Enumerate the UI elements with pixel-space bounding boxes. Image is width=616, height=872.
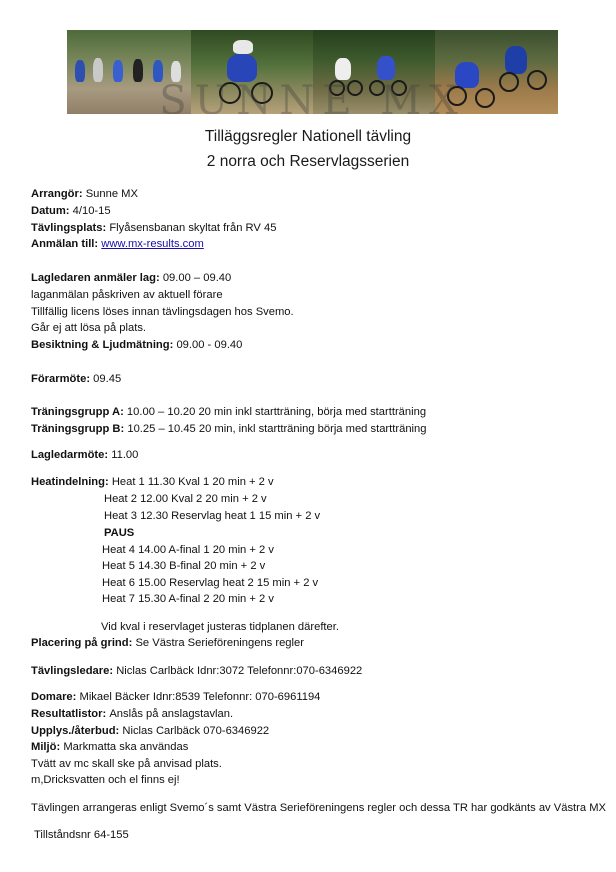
document-title: Tilläggsregler Nationell tävling xyxy=(204,128,412,145)
licens-note: Tillfällig licens löses innan tävlingsdagen hos Svemo. xyxy=(31,306,294,318)
heat-2-line: Heat 2 12.00 Kval 2 20 min + 2 v xyxy=(104,493,267,505)
traningsgrupp-b-line: Träningsgrupp B: 10.25 – 10.45 20 min, inkl startträning börja med startträning xyxy=(31,423,427,435)
mx-results-link[interactable]: www.mx-results.com xyxy=(101,238,204,250)
heatindelning-line: Heatindelning: Heat 1 11.30 Kval 1 20 min + 2 v xyxy=(31,476,274,488)
heat-6-line: Heat 6 15.00 Reservlag heat 2 15 min + 2 v xyxy=(102,577,319,589)
laganmalan-note: laganmälan påskriven av aktuell förare xyxy=(31,289,223,301)
besiktning-line: Besiktning & Ljudmätning: 09.00 - 09.40 xyxy=(31,339,243,351)
arrangor-line: Arrangör: Sunne MX xyxy=(31,188,138,200)
lagledarmote-line: Lagledarmöte: 11.00 xyxy=(31,449,139,461)
placering-line: Placering på grind: Se Västra Serieföreningens regler xyxy=(31,637,304,649)
header-banner xyxy=(67,30,558,114)
datum-line: Datum: 4/10-15 xyxy=(31,205,111,217)
upplys-line: Upplys./återbud: Niclas Carlbäck 070-6346922 xyxy=(31,725,270,737)
dricksvatten-note: m,Dricksvatten och el finns ej! xyxy=(31,774,180,786)
heat-7-line: Heat 7 15.30 A-final 2 20 min + 2 v xyxy=(102,593,274,605)
miljo-line: Miljö: Markmatta ska användas xyxy=(31,741,189,753)
rules-statement: Tävlingen arrangeras enligt Svemo´s samt Västra Serieföreningens regler och dessa TR har godkänts av Västra MX xyxy=(31,802,606,814)
permit-number: Tillståndsnr 64-155 xyxy=(34,829,129,841)
heat-3-line: Heat 3 12.30 Reservlag heat 1 15 min + 2 v xyxy=(104,510,321,522)
anmalan-line: Anmälan till: www.mx-results.com xyxy=(31,238,204,250)
plats-note: Går ej att lösa på plats. xyxy=(31,322,147,334)
document-subtitle: 2 norra och Reservlagsserien xyxy=(206,153,410,170)
tavlingsledare-line: Tävlingsledare: Niclas Carlbäck Idnr:3072 Telefonnr:070-6346922 xyxy=(31,665,363,677)
resultatlistor-line: Resultatlistor: Anslås på anslagstavlan. xyxy=(31,708,234,720)
heat-5-line: Heat 5 14.30 B-final 20 min + 2 v xyxy=(102,560,266,572)
traningsgrupp-a-line: Träningsgrupp A: 10.00 – 10.20 20 min inkl startträning, börja med startträning xyxy=(31,406,427,418)
heat-4-line: Heat 4 14.00 A-final 1 20 min + 2 v xyxy=(102,544,274,556)
domare-line: Domare: Mikael Bäcker Idnr:8539 Telefonnr: 070-6961194 xyxy=(31,691,321,703)
sunne-mx-watermark: SUNNE MX xyxy=(159,78,466,114)
tavlingsplats-line: Tävlingsplats: Flyåsensbanan skyltat från RV 45 xyxy=(31,222,277,234)
tvatt-note: Tvätt av mc skall ske på anvisad plats. xyxy=(31,758,222,770)
paus-label: PAUS xyxy=(104,527,135,539)
forarmote-line: Förarmöte: 09.45 xyxy=(31,373,122,385)
lagledare-line: Lagledaren anmäler lag: 09.00 – 09.40 xyxy=(31,272,232,284)
kval-note: Vid kval i reservlaget justeras tidplanen därefter. xyxy=(101,621,339,633)
